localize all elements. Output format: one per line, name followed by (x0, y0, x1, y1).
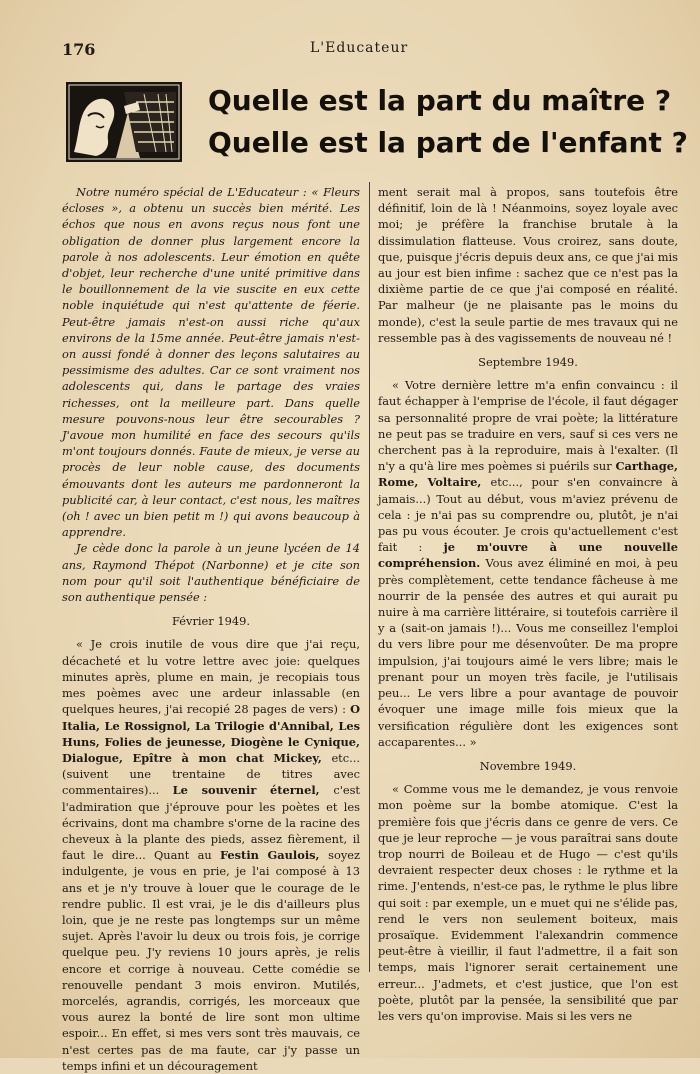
journal-title: L'Educateur (310, 40, 409, 56)
letter-text: « Votre dernière lettre m'a enfin convaincu : il faut échapper à l'emprise de l'école, il faut dégager sa personnalité propre de vrai poète; la littérature ne peut pas se traduire en vers, sauf si ces vers ne cherchent pas à la reproduire, mais à l'exalter. (Il n'y a qu'à lire mes poèmes si puérils sur (378, 378, 678, 474)
title-line-1: Quelle est la part du maître ? (208, 84, 672, 117)
poem-titles: O Italia, Le Rossignol, La Trilogie d'Annibal, Les Huns, Folies de jeunesse, Diogène le Cynique, Dialogue, Epître à mon chat Mickey, (62, 702, 360, 765)
column-divider (369, 182, 370, 972)
bold-phrase: je m'ouvre à une nouvelle compréhension. (378, 540, 678, 571)
letter-paragraph (378, 377, 678, 750)
poem-title: Festin Gaulois, (219, 848, 329, 863)
title-line-2: Quelle est la part de l'enfant ? (208, 126, 688, 159)
engraving-illustration-icon (66, 82, 182, 162)
date-heading: Novembre 1949. (479, 758, 577, 773)
page-header (62, 38, 670, 60)
letter-text: Vous avez éliminé en moi, à peu près complètement, cette tendance fâcheuse à me nourrir de la pensée des autres et qui aurait pu nuire à ma carrière littéraire, si toutefois carrière il y a (sait-on jamais !)... Vous me conseillez l'emploi du vers libre pour me désenvoûter. De ma propre impulsion, j'ai toujours aimé le vers libre; mais le prenant pour un moyen très facile, je l'utilisais peu... Le vers libre a pour avantage de pouvoir évoquer une image mille fois mieux que la versification régulière dont les exigences sont accaparentes... » (378, 556, 678, 749)
letter-text: « Je crois inutile de vous dire que j'ai reçu, décacheté et lu votre lettre avec joie: quelques minutes après, plume en main, je recopiais tous mes poèmes avec une ardeur inlassable (en quelques heures, j'ai recopié 28 pages de vers) : (62, 637, 360, 717)
page-number: 176 (62, 40, 96, 59)
poem-title: Le souvenir éternel, (172, 783, 334, 798)
right-column (378, 184, 678, 1023)
intro-paragraph: Notre numéro spécial de L'Educateur : « Fleurs écloses », a obtenu un succès bien mérité. Les échos que nous en avons reçus nous font une obligation de donner plus largement encore la parole à nos adolescents. Leur émotion en quête d'objet, leur recherche d'une unité primitive dans le bouillonnement de la vie suscite en eux cette noble inquiétude qui n'est qu'attente de féerie. Peut-être jamais n'est-on aussi riche qu'aux environs de la 15me année. Peut-être jamais n'est-on aussi fondé à donner des leçons salutaires au pessimisme des adultes. Car ce sont vraiment nos adolescents qui, dans le partage des vraies richesses, ont la meilleure part. Dans quelle mesure pouvons-nous leur être secourables ? J'avoue mon humilité en face des secours qu'ils m'ont toujours donnés. Faute de mieux, je verse au procès de leur noble cause, des documents émouvants dont les auteurs me pardonneront la publicité car, à leur contact, c'est nous, les maîtres (oh ! avec un bien petit m !) qui avons beaucoup à apprendre. (62, 185, 360, 540)
letter-continuation: ment serait mal à propos, sans toutefois être définitif, loin de là ! Néanmoins, soyez loyale avec moi; je préfère la franchise brutale à la dissimulation flatteuse. Vous croirez, sans doute, que, puisque j'écris depuis deux ans, ce que j'ai mis au jour est bien infime : sachez que ce n'est pas la dixième partie de ce que j'ai composé en réalité. Par malheur (je ne plaisante pas le moins du monde), c'est la seule partie de mes travaux qui ne ressemble pas à des vagissements de nouveau né ! (378, 185, 678, 345)
letter-text: c'est l'admiration que j'éprouve pour les poètes et les écrivains, dont ma chambre s'orne de la racine des cheveux à la plante des pieds, assez fièrement, il faut le dire... Quant au (62, 783, 361, 863)
letter-paragraph (62, 636, 360, 1073)
left-column (62, 184, 361, 1073)
letter-text: soyez indulgente, je vous en prie, je l'ai composé à 13 ans et je n'y trouve à louer que le courage de le rendre public. Il est vrai, je le dis d'ailleurs plus loin, que je ne reste pas longtemps sur un même sujet. Après l'avoir lu deux ou trois fois, je corrige quelque peu. J'y reviens 10 jours après, je relis encore et corrige à nouveau. Cette comédie se renouvelle pendant 3 mois environ. Mutilés, morcelés, agrandis, corrigés, les morceaux que vous aurez la bonté de lire sont mon ultime espoir... En effet, si mes vers sont très mauvais, ce n'est certes pas de ma faute, car j'y passe un temps infini et un découragement (62, 848, 360, 1073)
intro-paragraph-2: Je cède donc la parole à un jeune lycéen de 14 ans, Raymond Thépot (Narbonne) et je cite son nom pour qu'il soit l'authentique bénéficiaire de son authentique pensée : (62, 541, 360, 605)
poem-titles: Carthage, Rome, Voltaire, (378, 459, 678, 490)
date-heading: Février 1949. (172, 614, 250, 629)
date-heading: Septembre 1949. (478, 355, 578, 370)
article-title (208, 80, 688, 164)
letter-text: etc... (suivent une trentaine de titres avec commentaires)... (62, 750, 360, 798)
letter-text: etc..., pour s'en convaincre à jamais...) Tout au début, vous m'aviez prévenu de cela : je n'ai pas su comprendre ou, plutôt, je n'ai pas pu vous écouter. Je crois qu'actuellement c'est fait : (378, 475, 678, 555)
letter-paragraph: « Comme vous me le demandez, je vous renvoie mon poème sur la bombe atomique. C'est la première fois que j'écris dans ce genre de vers. Ce que je leur reproche — je vous paraîtrai sans doute trop nourri de Boileau et de Hugo — c'est qu'ils devraient respecter deux choses : le rythme et la rime. J'entends, n'est-ce pas, le rythme le plus libre qui soit : par exemple, un e muet qui ne s'élide pas, rend le vers non seulement boiteux, mais prosaïque. Evidemment l'alexandrin commence peut-être à vieillir, il faut l'admettre, il a fait son temps, mais l'ignorer serait certainement une erreur... J'admets, et c'est justice, que l'on est poète, plutôt par la pensée, la sensibilité que par les vers qu'on improvise. Mais si les vers ne (378, 782, 678, 1023)
